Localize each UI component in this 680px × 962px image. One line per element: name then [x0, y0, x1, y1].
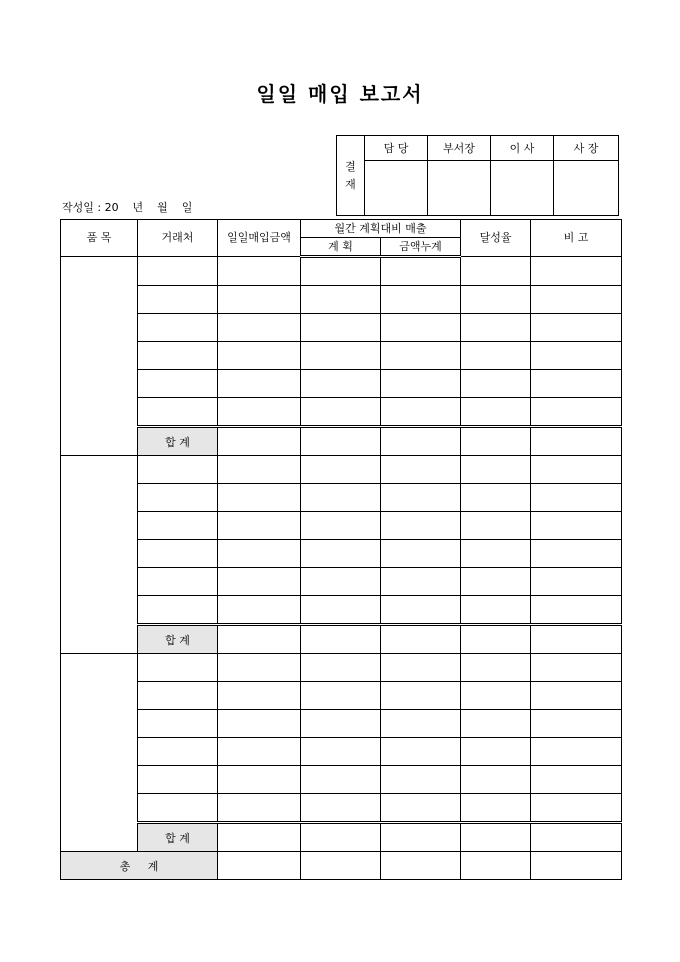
daily-amount-cell[interactable] [218, 596, 301, 625]
daily-amount-cell[interactable] [218, 540, 301, 568]
daily-amount-cell[interactable] [218, 398, 301, 427]
remarks-cell[interactable] [531, 342, 622, 370]
table-row [61, 370, 622, 398]
cumulative-cell[interactable] [381, 823, 461, 852]
vendor-cell[interactable] [138, 654, 218, 682]
remarks-cell[interactable] [531, 427, 622, 456]
approval-sign-dept-head[interactable] [428, 161, 491, 216]
approval-label-text: 결 재 [345, 159, 356, 191]
achievement-cell[interactable] [461, 370, 531, 398]
purchase-table [60, 219, 622, 880]
grand-total-row [61, 852, 622, 880]
achievement-cell[interactable] [461, 568, 531, 596]
header-achievement: 달성율 [461, 220, 531, 257]
remarks-cell[interactable] [531, 852, 622, 880]
achievement-cell[interactable] [461, 512, 531, 540]
achievement-cell[interactable] [461, 427, 531, 456]
daily-amount-cell[interactable] [218, 427, 301, 456]
table-row [61, 568, 622, 596]
approval-label [337, 136, 365, 216]
vendor-cell[interactable] [138, 794, 218, 823]
table-row [61, 314, 622, 342]
daily-amount-cell[interactable] [218, 568, 301, 596]
cumulative-cell[interactable] [381, 596, 461, 625]
achievement-cell[interactable] [461, 596, 531, 625]
approval-header-dept-head: 부서장 [428, 136, 491, 161]
achievement-cell[interactable] [461, 286, 531, 314]
daily-amount-cell[interactable] [218, 257, 301, 286]
daily-amount-cell[interactable] [218, 342, 301, 370]
subtotal-row [61, 823, 622, 852]
header-remarks: 비 고 [531, 220, 622, 257]
remarks-cell[interactable] [531, 738, 622, 766]
remarks-cell[interactable] [531, 710, 622, 738]
remarks-cell[interactable] [531, 654, 622, 682]
header-cumulative: 금액누계 [381, 238, 461, 257]
remarks-cell[interactable] [531, 766, 622, 794]
approval-sign-manager[interactable] [365, 161, 428, 216]
remarks-cell[interactable] [531, 314, 622, 342]
daily-amount-cell[interactable] [218, 314, 301, 342]
remarks-cell[interactable] [531, 823, 622, 852]
achievement-cell[interactable] [461, 710, 531, 738]
plan-cell[interactable] [301, 484, 381, 512]
achievement-cell[interactable] [461, 540, 531, 568]
remarks-cell[interactable] [531, 484, 622, 512]
vendor-cell[interactable] [138, 512, 218, 540]
daily-amount-cell[interactable] [218, 456, 301, 484]
item-cell[interactable] [61, 257, 138, 456]
achievement-cell[interactable] [461, 625, 531, 654]
table-row [61, 794, 622, 823]
header-plan: 계 획 [301, 238, 381, 257]
table-row [61, 766, 622, 794]
header-monthly-plan: 월간 계획대비 매출 [301, 220, 461, 238]
subtotal-label: 합 계 [138, 625, 218, 654]
remarks-cell[interactable] [531, 398, 622, 427]
achievement-cell[interactable] [461, 823, 531, 852]
subtotal-label: 합 계 [138, 427, 218, 456]
achievement-cell[interactable] [461, 257, 531, 286]
table-row [61, 540, 622, 568]
achievement-cell[interactable] [461, 654, 531, 682]
table-row [61, 398, 622, 427]
cumulative-cell[interactable] [381, 342, 461, 370]
table-row [61, 456, 622, 484]
vendor-cell[interactable] [138, 710, 218, 738]
plan-cell[interactable] [301, 286, 381, 314]
cumulative-cell[interactable] [381, 794, 461, 823]
cumulative-cell[interactable] [381, 370, 461, 398]
cumulative-cell[interactable] [381, 484, 461, 512]
cumulative-cell[interactable] [381, 257, 461, 286]
cumulative-cell[interactable] [381, 766, 461, 794]
daily-amount-cell[interactable] [218, 682, 301, 710]
subtotal-row [61, 625, 622, 654]
vendor-cell[interactable] [138, 314, 218, 342]
plan-cell[interactable] [301, 794, 381, 823]
daily-amount-cell[interactable] [218, 370, 301, 398]
cumulative-cell[interactable] [381, 654, 461, 682]
achievement-cell[interactable] [461, 484, 531, 512]
plan-cell[interactable] [301, 257, 381, 286]
cumulative-cell[interactable] [381, 427, 461, 456]
achievement-cell[interactable] [461, 342, 531, 370]
approval-box [336, 135, 619, 216]
plan-cell[interactable] [301, 314, 381, 342]
vendor-cell[interactable] [138, 484, 218, 512]
vendor-cell[interactable] [138, 596, 218, 625]
table-row [61, 710, 622, 738]
plan-cell[interactable] [301, 625, 381, 654]
vendor-cell[interactable] [138, 286, 218, 314]
vendor-cell[interactable] [138, 682, 218, 710]
daily-amount-cell[interactable] [218, 512, 301, 540]
table-row [61, 512, 622, 540]
plan-cell[interactable] [301, 766, 381, 794]
achievement-cell[interactable] [461, 456, 531, 484]
cumulative-cell[interactable] [381, 456, 461, 484]
remarks-cell[interactable] [531, 370, 622, 398]
remarks-cell[interactable] [531, 625, 622, 654]
table-row [61, 738, 622, 766]
daily-amount-cell[interactable] [218, 484, 301, 512]
table-row [61, 682, 622, 710]
vendor-cell[interactable] [138, 342, 218, 370]
plan-cell[interactable] [301, 654, 381, 682]
daily-amount-cell[interactable] [218, 710, 301, 738]
remarks-cell[interactable] [531, 596, 622, 625]
daily-amount-cell[interactable] [218, 766, 301, 794]
plan-cell[interactable] [301, 512, 381, 540]
plan-cell[interactable] [301, 427, 381, 456]
plan-cell[interactable] [301, 398, 381, 427]
remarks-cell[interactable] [531, 794, 622, 823]
header-item: 품 목 [61, 220, 138, 257]
remarks-cell[interactable] [531, 257, 622, 286]
header-daily-amount: 일일매입금액 [218, 220, 301, 257]
plan-cell[interactable] [301, 456, 381, 484]
approval-header-director: 이 사 [491, 136, 554, 161]
approval-sign-president[interactable] [554, 161, 619, 216]
cumulative-cell[interactable] [381, 314, 461, 342]
cumulative-cell[interactable] [381, 852, 461, 880]
vendor-cell[interactable] [138, 398, 218, 427]
achievement-cell[interactable] [461, 314, 531, 342]
subtotal-row [61, 427, 622, 456]
vendor-cell[interactable] [138, 766, 218, 794]
cumulative-cell[interactable] [381, 398, 461, 427]
daily-amount-cell[interactable] [218, 738, 301, 766]
vendor-cell[interactable] [138, 540, 218, 568]
grand-total-label: 총 계 [61, 852, 218, 880]
plan-cell[interactable] [301, 710, 381, 738]
plan-cell[interactable] [301, 342, 381, 370]
achievement-cell[interactable] [461, 766, 531, 794]
achievement-cell[interactable] [461, 682, 531, 710]
cumulative-cell[interactable] [381, 682, 461, 710]
vendor-cell[interactable] [138, 456, 218, 484]
achievement-cell[interactable] [461, 398, 531, 427]
achievement-cell[interactable] [461, 794, 531, 823]
daily-amount-cell[interactable] [218, 286, 301, 314]
remarks-cell[interactable] [531, 286, 622, 314]
vendor-cell[interactable] [138, 568, 218, 596]
achievement-cell[interactable] [461, 852, 531, 880]
header-vendor: 거래처 [138, 220, 218, 257]
remarks-cell[interactable] [531, 512, 622, 540]
cumulative-cell[interactable] [381, 738, 461, 766]
plan-cell[interactable] [301, 823, 381, 852]
remarks-cell[interactable] [531, 456, 622, 484]
table-row [61, 596, 622, 625]
approval-header-president: 사 장 [554, 136, 619, 161]
table-row [61, 484, 622, 512]
table-row [61, 257, 622, 286]
plan-cell[interactable] [301, 568, 381, 596]
plan-cell[interactable] [301, 682, 381, 710]
vendor-cell[interactable] [138, 370, 218, 398]
date-line: 작성일 : 20 년 월 일 [62, 201, 193, 214]
table-row [61, 342, 622, 370]
achievement-cell[interactable] [461, 738, 531, 766]
daily-amount-cell[interactable] [218, 625, 301, 654]
plan-cell[interactable] [301, 596, 381, 625]
plan-cell[interactable] [301, 852, 381, 880]
daily-amount-cell[interactable] [218, 852, 301, 880]
daily-amount-cell[interactable] [218, 654, 301, 682]
plan-cell[interactable] [301, 370, 381, 398]
vendor-cell[interactable] [138, 738, 218, 766]
report-title: 일일 매입 보고서 [256, 82, 424, 106]
plan-cell[interactable] [301, 540, 381, 568]
table-body [61, 257, 622, 880]
cumulative-cell[interactable] [381, 286, 461, 314]
table-row [61, 286, 622, 314]
remarks-cell[interactable] [531, 682, 622, 710]
cumulative-cell[interactable] [381, 625, 461, 654]
plan-cell[interactable] [301, 738, 381, 766]
table-row [61, 654, 622, 682]
remarks-cell[interactable] [531, 568, 622, 596]
approval-header-manager: 담 당 [365, 136, 428, 161]
daily-amount-cell[interactable] [218, 823, 301, 852]
cumulative-cell[interactable] [381, 512, 461, 540]
cumulative-cell[interactable] [381, 710, 461, 738]
approval-sign-director[interactable] [491, 161, 554, 216]
item-cell[interactable] [61, 654, 138, 852]
daily-amount-cell[interactable] [218, 794, 301, 823]
vendor-cell[interactable] [138, 257, 218, 286]
cumulative-cell[interactable] [381, 568, 461, 596]
cumulative-cell[interactable] [381, 540, 461, 568]
subtotal-label: 합 계 [138, 823, 218, 852]
item-cell[interactable] [61, 456, 138, 654]
remarks-cell[interactable] [531, 540, 622, 568]
